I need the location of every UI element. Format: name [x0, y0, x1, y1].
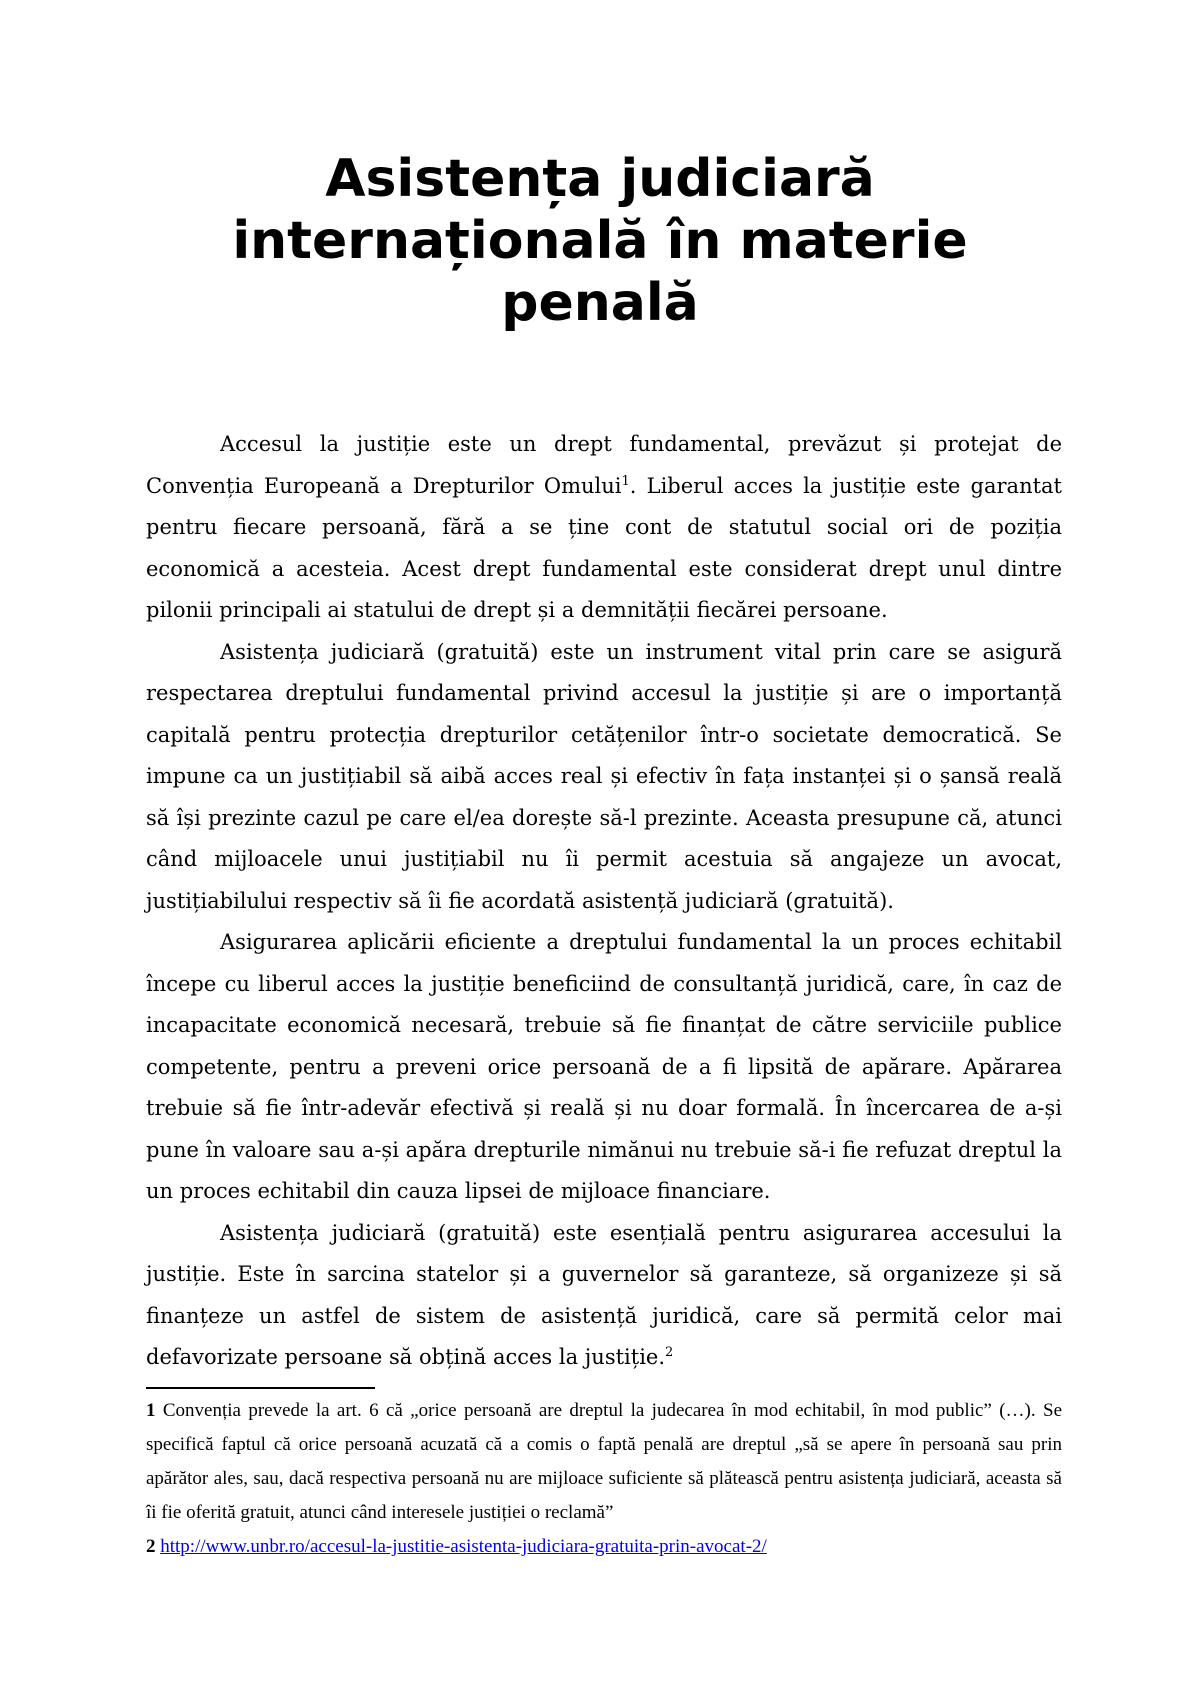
paragraph-4 [146, 1213, 1062, 1379]
footnote-2 [146, 1530, 1062, 1564]
footnote-1-text: Convenția prevede la art. 6 că „orice persoană are dreptul la judecarea în mod echitabil, în mod public” (…). Se specifică faptul că orice persoană acuzată că a comis o faptă penală are dreptul „să se apere în persoană sau prin apărător ales, sau, dacă respectiva persoană nu are mijloace suficiente să plătească pentru asistența judiciară, aceasta să îi fie oferită gratuit, atunci când interesele justiției o reclamă” [146, 1400, 1062, 1523]
footnote-1-number: 1 [146, 1400, 156, 1421]
footnote-separator [146, 1387, 375, 1389]
paragraph-2-text: Asistența judiciară (gratuită) este un instrument vital prin care se asigură respectarea dreptului fundamental privind accesul la justiție și are o importanță capitală pentru protecția drepturilor cetățenilor într-o societate democratică. Se impune ca un justițiabil să aibă acces real și efectiv în fața instanței și o șansă reală să își prezinte cazul pe care el/ea dorește să-l prezinte. Aceasta presupune că, atunci când mijloacele unui justițiabil nu îi permit acestuia să angajeze un avocat, justițiabilului respectiv să îi fie acordată asistență judiciară (gratuită). [146, 639, 1062, 913]
paragraph-1-text-after: . Liberul acces la justiție este garantat pentru fiecare persoană, fără a se ține cont de statutul social ori de poziția economică a acesteia. Acest drept fundamental este considerat drept unul dintre pilonii principali ai statului de drept și a demnității fiecărei persoane. [146, 473, 1062, 622]
paragraph-4-text: Asistența judiciară (gratuită) este esențială pentru asigurarea accesului la justiție. Este în sarcina statelor și a guvernelor să garanteze, să organizeze și să finanțeze un astfel de sistem de asistență juridică, care să permită celor mai defavorizate persoane să obțină acces la justiție. [146, 1220, 1062, 1369]
footnotes-section [146, 1394, 1062, 1564]
footnote-2-link[interactable]: http://www.unbr.ro/accesul-la-justitie-asistenta-judiciara-gratuita-prin-avocat-2/ [160, 1536, 767, 1557]
paragraph-1 [146, 424, 1062, 632]
paragraph-3 [146, 922, 1062, 1213]
document-body [146, 424, 1062, 1379]
paragraph-2 [146, 632, 1062, 923]
footnote-2-number: 2 [146, 1536, 156, 1557]
footnote-ref-2[interactable]: 2 [665, 1345, 674, 1360]
footnote-1 [146, 1394, 1062, 1530]
paragraph-3-text: Asigurarea aplicării eficiente a dreptului fundamental la un proces echitabil începe cu liberul acces la justiție beneficiind de consultanță juridică, care, în caz de incapacitate economică necesară, trebuie să fie finanțat de către serviciile publice competente, pentru a preveni orice persoană de a fi lipsită de apărare. Apărarea trebuie să fie într-adevăr efectivă și reală și nu doar formală. În încercarea de a-și pune în valoare sau a-și apăra drepturile nimănui nu trebuie să-i fie refuzat dreptul la un proces echitabil din cauza lipsei de mijloace financiare. [146, 930, 1062, 1203]
paragraph-1-text: Accesul la justiție este un drept fundamental, prevăzut și protejat de Convenția Europeană a Drepturilor Omului [146, 432, 1062, 498]
document-title: Asistența judiciară internațională în materie penală [232, 149, 968, 333]
footnote-ref-1[interactable]: 1 [621, 473, 630, 489]
